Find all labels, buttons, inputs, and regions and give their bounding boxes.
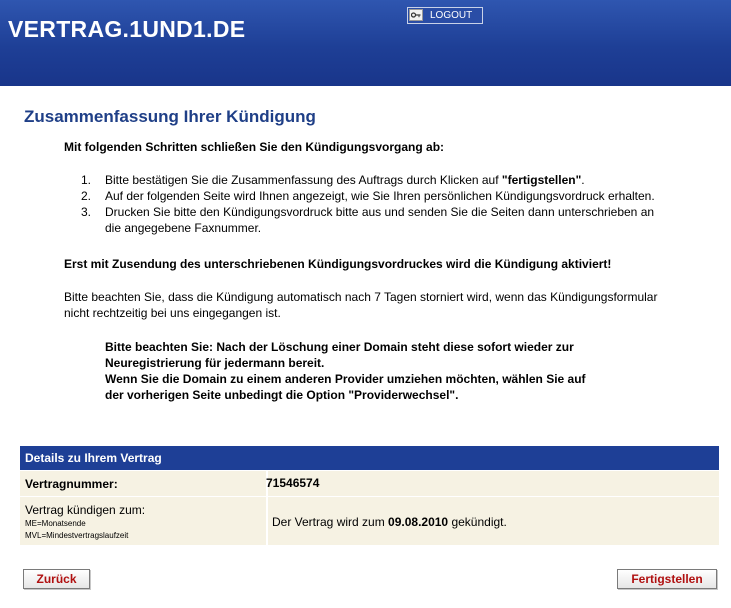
step-number: 2.: [81, 189, 92, 203]
list-item: [64, 172, 714, 188]
domain-note-line3: Wenn Sie die Domain zu einem anderen Provider umziehen möchten, wählen Sie auf: [105, 372, 586, 386]
msg-prefix: Der Vertrag wird zum: [272, 515, 389, 529]
cancel-note-line1: Bitte beachten Sie, dass die Kündigung automatisch nach 7 Tagen storniert wird, wenn das Kündigungsformular: [64, 290, 658, 304]
logout-label: LOGOUT: [430, 10, 473, 21]
step-text: Auf der folgenden Seite wird Ihnen angezeigt, wie Sie Ihren persönlichen Kündigungsvordruck erhalten.: [105, 189, 655, 203]
step-number: 3.: [81, 205, 92, 219]
contract-number-value: 71546574: [266, 476, 320, 490]
step-text-end: .: [581, 173, 585, 187]
finish-button[interactable]: Fertigstellen: [617, 569, 717, 589]
abbr-mvl: MVL=Mindestvertragslaufzeit: [25, 531, 129, 540]
cancel-date-value: 09.08.2010: [388, 515, 449, 529]
contract-number-label: Vertragnummer:: [25, 477, 118, 491]
back-button[interactable]: Zurück: [23, 569, 90, 589]
abbr-me: ME=Monatsende: [25, 519, 86, 528]
step-text: Bitte bestätigen Sie die Zusammenfassung des Auftrags durch Klicken auf: [105, 173, 502, 187]
activation-note: Erst mit Zusendung des unterschriebenen Kündigungsvordruckes wird die Kündigung aktiviert!: [64, 257, 612, 271]
list-item: [64, 204, 714, 236]
cancel-note-line2: nicht rechtzeitig bei uns eingegangen ist.: [64, 306, 281, 320]
contract-details-table: [20, 446, 719, 545]
step-text: Drucken Sie bitte den Kündigungsvordruck bitte aus und senden Sie die Seiten dann unterschrieben an: [105, 205, 655, 219]
intro-text: Mit folgenden Schritten schließen Sie den Kündigungsvorgang ab:: [64, 140, 445, 154]
logout-button[interactable]: [407, 7, 483, 24]
page-title: Zusammenfassung Ihrer Kündigung: [24, 107, 316, 126]
list-item: [64, 188, 714, 204]
domain-note-line2: Neuregistrierung für jedermann bereit.: [105, 356, 325, 370]
brand-logo: VERTRAG.1UND1.DE: [8, 16, 246, 42]
steps-list: [64, 172, 714, 236]
details-header: Details zu Ihrem Vertrag: [20, 446, 719, 470]
key-icon: [409, 9, 423, 21]
table-row: [20, 470, 719, 496]
step-text-bold: "fertigstellen": [501, 173, 582, 187]
cancel-date-label: Vertrag kündigen zum:: [25, 503, 146, 517]
domain-note-line1: Bitte beachten Sie: Nach der Löschung einer Domain steht diese sofort wieder zur: [105, 340, 574, 354]
domain-note: [105, 339, 586, 403]
cancel-date-message: [272, 515, 507, 529]
cancel-note: [64, 289, 657, 321]
step-text-line2: die angegebene Faxnummer.: [105, 221, 262, 235]
table-row: [20, 496, 719, 545]
page-header: [0, 0, 731, 86]
step-number: 1.: [81, 173, 92, 187]
domain-note-line4: der vorherigen Seite unbedingt die Option "Providerwechsel".: [105, 388, 459, 402]
msg-suffix: gekündigt.: [448, 515, 507, 529]
